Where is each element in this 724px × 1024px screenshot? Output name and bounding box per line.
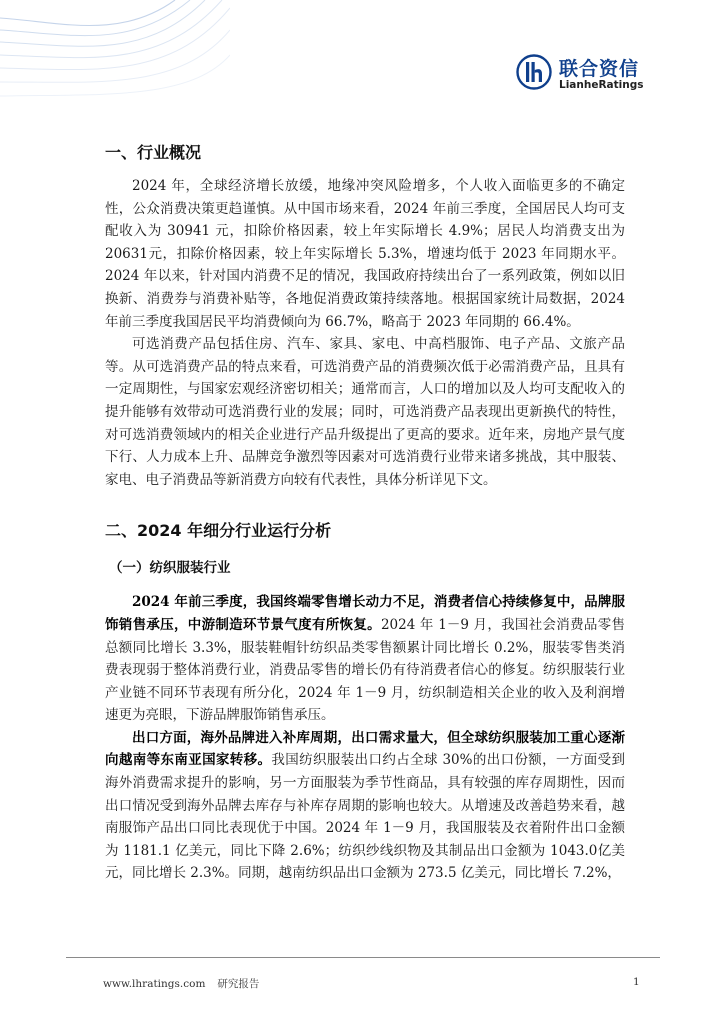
section-heading-industry-overview: 一、行业概况 bbox=[105, 143, 202, 162]
subsection-heading-textile-apparel: （一）纺织服装行业 bbox=[109, 560, 231, 577]
paragraph-text: 我国纺织服装出口约占全球 30%的出口份额，一方面受到海外消费需求提升的影响，另一方面服装为季节性商品，具有较强的库存周期性，因而出口情况受到海外品牌去库存与补库存周期的影响也较大。从增速及改善趋势来看，越南服饰产品出口同比表现优于中国。2024 年 1－9 月，我国服装及衣着附件出口金额为 1181.1 亿美元，同比下降 2.6%；纺织纱线织物及其制品出口金额为 1043.0亿美元，同比增长 2.3%。同期，越南纺织品出口金额为 273.5 亿美元，同比增长 7.2%， bbox=[105, 752, 626, 882]
section-industry-overview bbox=[105, 175, 625, 491]
key-point-bold: 出口方面，海外品牌进入补库周期，出口需求量大，但全球纺织服装加工重心逐渐向越南等东南亚国家转移。 bbox=[105, 729, 625, 769]
key-point-bold: 2024 年前三季度，我国终端零售增长动力不足，消费者信心持续修复中，品牌服饰销售承压，中游制造环节景气度有所恢复。 bbox=[105, 594, 625, 633]
footer-report-type: 研究报告 bbox=[217, 978, 260, 990]
footer-info bbox=[103, 976, 271, 991]
corner-decoration bbox=[0, 0, 230, 115]
section-heading-subsector-analysis: 二、2024 年细分行业运行分析 bbox=[105, 521, 332, 541]
paragraph bbox=[105, 591, 625, 727]
logo-chinese-name: 联合资信 bbox=[559, 58, 640, 80]
footer-divider bbox=[66, 957, 660, 958]
document-body bbox=[105, 140, 625, 885]
lianhe-ratings-logo-icon bbox=[516, 54, 552, 90]
section-textile-apparel bbox=[105, 591, 625, 885]
paragraph: 2024 年，全球经济增长放缓，地缘冲突风险增多，个人收入面临更多的不确定性，公众消费决策更趋谨慎。从中国市场来看，2024 年前三季度，全国居民人均可支配收入为 30941 元，扣除价格因素，较上年实际增长 4.9%；居民人均消费支出为 20631元，扣除价格因素，较上年实际增长 5.3%，增速均低于 2023 年同期水平。2024 年以来，针对国内消费不足的情况，我国政府持续出台了一系列政策，例如以旧换新、消费券与消费补贴等，各地促消费政策持续落地。根据国家统计局数据，2024 年前三季度我国居民平均消费倾向为 66.7%，略高于 2023 年同期的 66.4%。 bbox=[105, 178, 625, 330]
paragraph-text: 2024 年 1－9 月，我国社会消费品零售总额同比增长 3.3%，服装鞋帽针纺织品类零售额累计同比增长 0.2%，服装零售类消费表现弱于整体消费行业，消费品零售的增长仍有待消费者信心的修复。纺织服装行业产业链不同环节表现有所分化，2024 年 1－9 月，纺织制造相关企业的收入及利润增速更为亮眼，下游品牌服饰销售承压。 bbox=[105, 616, 625, 724]
paragraph bbox=[105, 727, 625, 885]
logo-english-name: LianheRatings bbox=[559, 79, 644, 91]
company-logo bbox=[516, 54, 656, 96]
page-number: 1 bbox=[633, 976, 640, 988]
paragraph: 可选消费产品包括住房、汽车、家具、家电、中高档服饰、电子产品、文旅产品等。从可选消费产品的特点来看，可选消费产品的消费频次低于必需消费产品，且具有一定周期性，与国家宏观经济密切相关；通常而言，人口的增加以及人均可支配收入的提升能够有效带动可选消费行业的发展；同时，可选消费产品表现出更新换代的特性，对可选消费领域内的相关企业进行产品升级提出了更高的要求。近年来，房地产景气度下行、人力成本上升、品牌竞争激烈等因素对可选消费行业带来诸多挑战，其中服装、家电、电子消费品等新消费方向较有代表性，具体分析详见下文。 bbox=[105, 336, 625, 488]
footer-website-link[interactable]: www.lhratings.com bbox=[103, 978, 206, 990]
